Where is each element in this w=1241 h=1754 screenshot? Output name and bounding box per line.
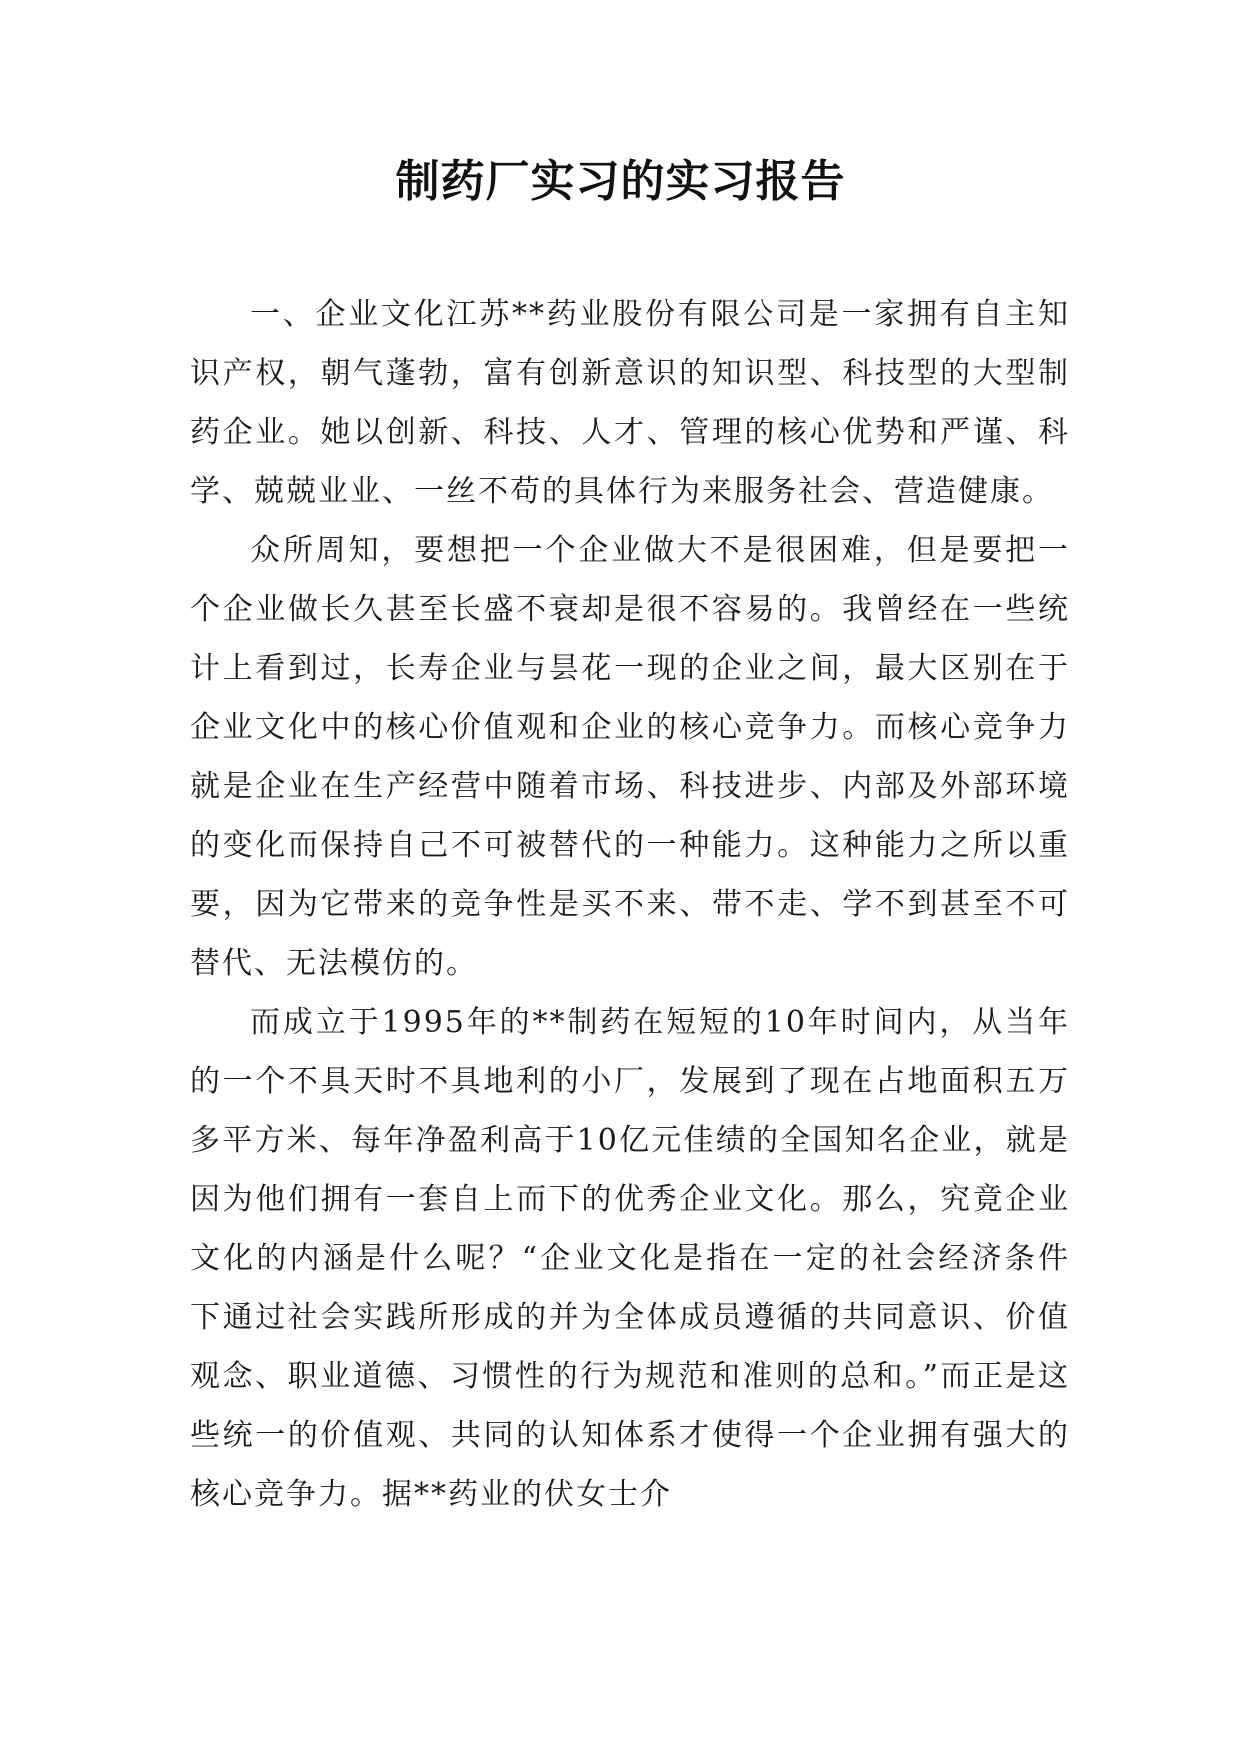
paragraph-2: 众所周知，要想把一个企业做大不是很困难，但是要把一个企业做长久甚至长盛不衰却是很不容易的。我曾经在一些统计上看到过，长寿企业与昙花一现的企业之间，最大区别在于企业文化中的核心价值观和企业的核心竞争力。而核心竞争力就是企业在生产经营中随着市场、科技进步、内部及外部环境的变化而保持自己不可被替代的一种能力。这种能力之所以重要，因为它带来的竞争性是买不来、带不走、学不到甚至不可替代、无法模仿的。 — [190, 533, 1070, 981]
paragraph-1: 一、企业文化江苏**药业股份有限公司是一家拥有自主知识产权，朝气蓬勃，富有创新意识的知识型、科技型的大型制药企业。她以创新、科技、人才、管理的核心优势和严谨、科学、兢兢业业、一丝不苟的具体行为来服务社会、营造健康。 — [190, 297, 1070, 509]
paragraph-3: 而成立于1995年的**制药在短短的10年时间内，从当年的一个不具天时不具地利的小厂，发展到了现在占地面积五万多平方米、每年净盈利高于10亿元佳绩的全国知名企业，就是因为他们拥有一套自上而下的优秀企业文化。那么，究竟企业文化的内涵是什么呢？“企业文化是指在一定的社会经济条件下通过社会实践所形成的并为全体成员遵循的共同意识、价值观念、职业道德、习惯性的行为规范和准则的总和。”而正是这些统一的价值观、共同的认知体系才使得一个企业拥有强大的核心竞争力。据**药业的伏女士介 — [190, 1005, 1070, 1512]
document-body — [190, 285, 1070, 1524]
document-title: 制药厂实习的实习报告 — [395, 156, 846, 207]
